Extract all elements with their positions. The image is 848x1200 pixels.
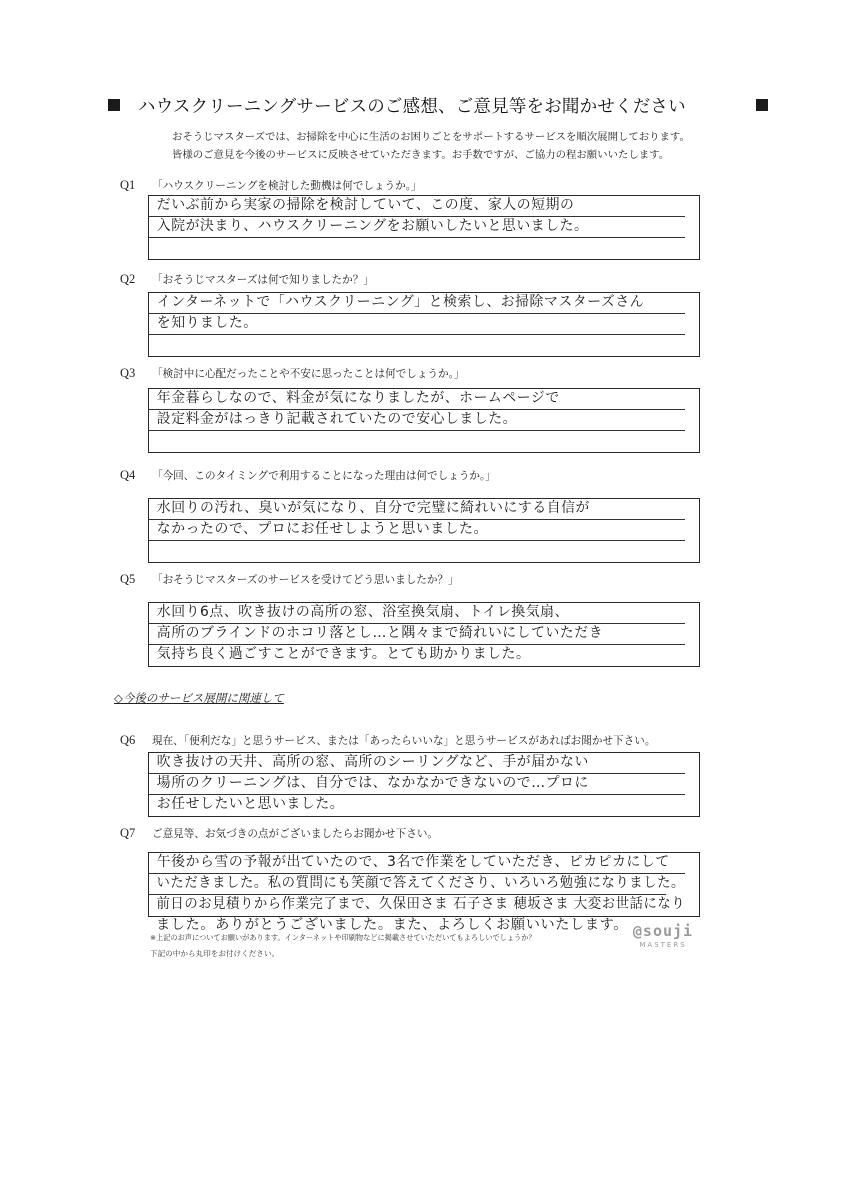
publication-notice: ※上記のお声についてお願いがあります。インターネットや印刷物などに掲載させていただいてもよろしいでしょうか？: [150, 933, 536, 942]
answer-box-q2[interactable]: [148, 292, 700, 357]
answer-line: [149, 238, 685, 259]
answer-line: 前日のお見積りから作業完了まで、久保田さま 石子さま 穂坂さま 大変お世話になり: [156, 896, 686, 912]
form-title: ハウスクリーニングサービスのご感想、ご意見等をお聞かせください: [138, 96, 686, 117]
answer-line: いただきました。私の質問にも笑顔で答えてくださり、いろいろ勉強になりました。: [149, 874, 666, 895]
section-heading: ◇今後のサービス展開に関連して: [114, 691, 284, 705]
question-number: Q3: [120, 366, 136, 380]
question-number: Q7: [120, 826, 136, 840]
answer-line: を知りました。: [149, 314, 685, 335]
answer-box-q5[interactable]: [148, 602, 700, 667]
answer-line: なかったので、プロにお任せしようと思いました。: [149, 520, 685, 541]
logo-sub: MASTERS: [639, 941, 687, 949]
answer-line: 吹き抜けの天井、高所の窓、高所のシーリングなど、手が届かない: [149, 753, 685, 774]
circle-instruction: 下記の中から丸印をお付けください。: [150, 949, 280, 958]
black-square-icon: [108, 99, 120, 111]
black-square-icon: [756, 99, 768, 111]
question-number: Q2: [120, 272, 136, 286]
logo-main: @souji: [632, 922, 694, 940]
answer-box-q6[interactable]: [148, 752, 700, 817]
answer-line: 年金暮らしなので、料金が気になりましたが、ホームページで: [149, 389, 685, 410]
answer-line: [149, 431, 685, 452]
answer-line: 水回り6点、吹き抜けの高所の窓、浴室換気扇、トイレ換気扇、: [149, 603, 685, 624]
souji-masters-logo: [620, 922, 706, 962]
answer-line: 高所のブラインドのホコリ落とし…と隅々まで綺れいにしていただき: [149, 624, 685, 645]
question-prompt: 「おそうじマスターズのサービスを受けてどう思いましたか？」: [152, 574, 459, 586]
answer-overflow-line: ました。ありがとうございました。また、よろしくお願いいたします。: [156, 917, 629, 933]
intro-line: 皆様のご意見を今後のサービスに反映させていただきます。お手数ですが、ご協力の程お願いいたします。: [172, 149, 670, 161]
answer-box-q1[interactable]: [148, 195, 700, 260]
question-prompt: 「おそうじマスターズは何で知りましたか？」: [152, 274, 374, 286]
intro-line: おそうじマスターズでは、お掃除を中心に生活のお困りごとをサポートするサービスを順次展開しております。: [172, 131, 690, 143]
intro-text: [172, 128, 752, 164]
question-number: Q6: [120, 733, 136, 747]
answer-box-q3[interactable]: [148, 388, 700, 453]
answer-line: お任せしたいと思いました。: [156, 796, 345, 812]
answer-line: [149, 541, 685, 562]
answer-line: 午後から雪の予報が出ていたので、3名で作業をしていただき、ピカピカにして: [149, 853, 685, 874]
question-number: Q1: [120, 178, 136, 192]
question-prompt: 現在、「便利だな」と思うサービス、または「あったらいいな」と思うサービスがあればお聞かせ下さい。: [152, 735, 656, 747]
answer-box-q7[interactable]: [148, 852, 700, 917]
question-prompt: 「ハウスクリーニングを検討した動機は何でしょうか。」: [152, 180, 422, 192]
question-prompt: ご意見等、お気づきの点がございましたらお聞かせ下さい。: [152, 828, 439, 840]
answer-line: 設定料金がはっきり記載されていたので安心しました。: [149, 410, 685, 431]
answer-box-q4[interactable]: [148, 498, 700, 563]
form-title-bar: [108, 92, 768, 118]
answer-line: 水回りの汚れ、臭いが気になり、自分で完璧に綺れいにする自信が: [149, 499, 685, 520]
answer-line: だいぶ前から実家の掃除を検討していて、この度、家人の短期の: [149, 196, 685, 217]
question-prompt: 「検討中に心配だったことや不安に思ったことは何でしょうか。」: [152, 368, 465, 380]
answer-line: 気持ち良く過ごすことができます。とても助かりました。: [156, 646, 531, 662]
answer-line: 場所のクリーニングは、自分では、なかなかできないので…プロに: [149, 774, 685, 795]
answer-line: インターネットで「ハウスクリーニング」と検索し、お掃除マスターズさん: [149, 293, 685, 314]
question-number: Q5: [120, 572, 136, 586]
question-prompt: 「今回、このタイミングで利用することになった理由は何でしょうか。」: [152, 470, 496, 482]
answer-line: [149, 335, 685, 356]
answer-line: 入院が決まり、ハウスクリーニングをお願いしたいと思いました。: [149, 217, 685, 238]
question-number: Q4: [120, 468, 136, 482]
